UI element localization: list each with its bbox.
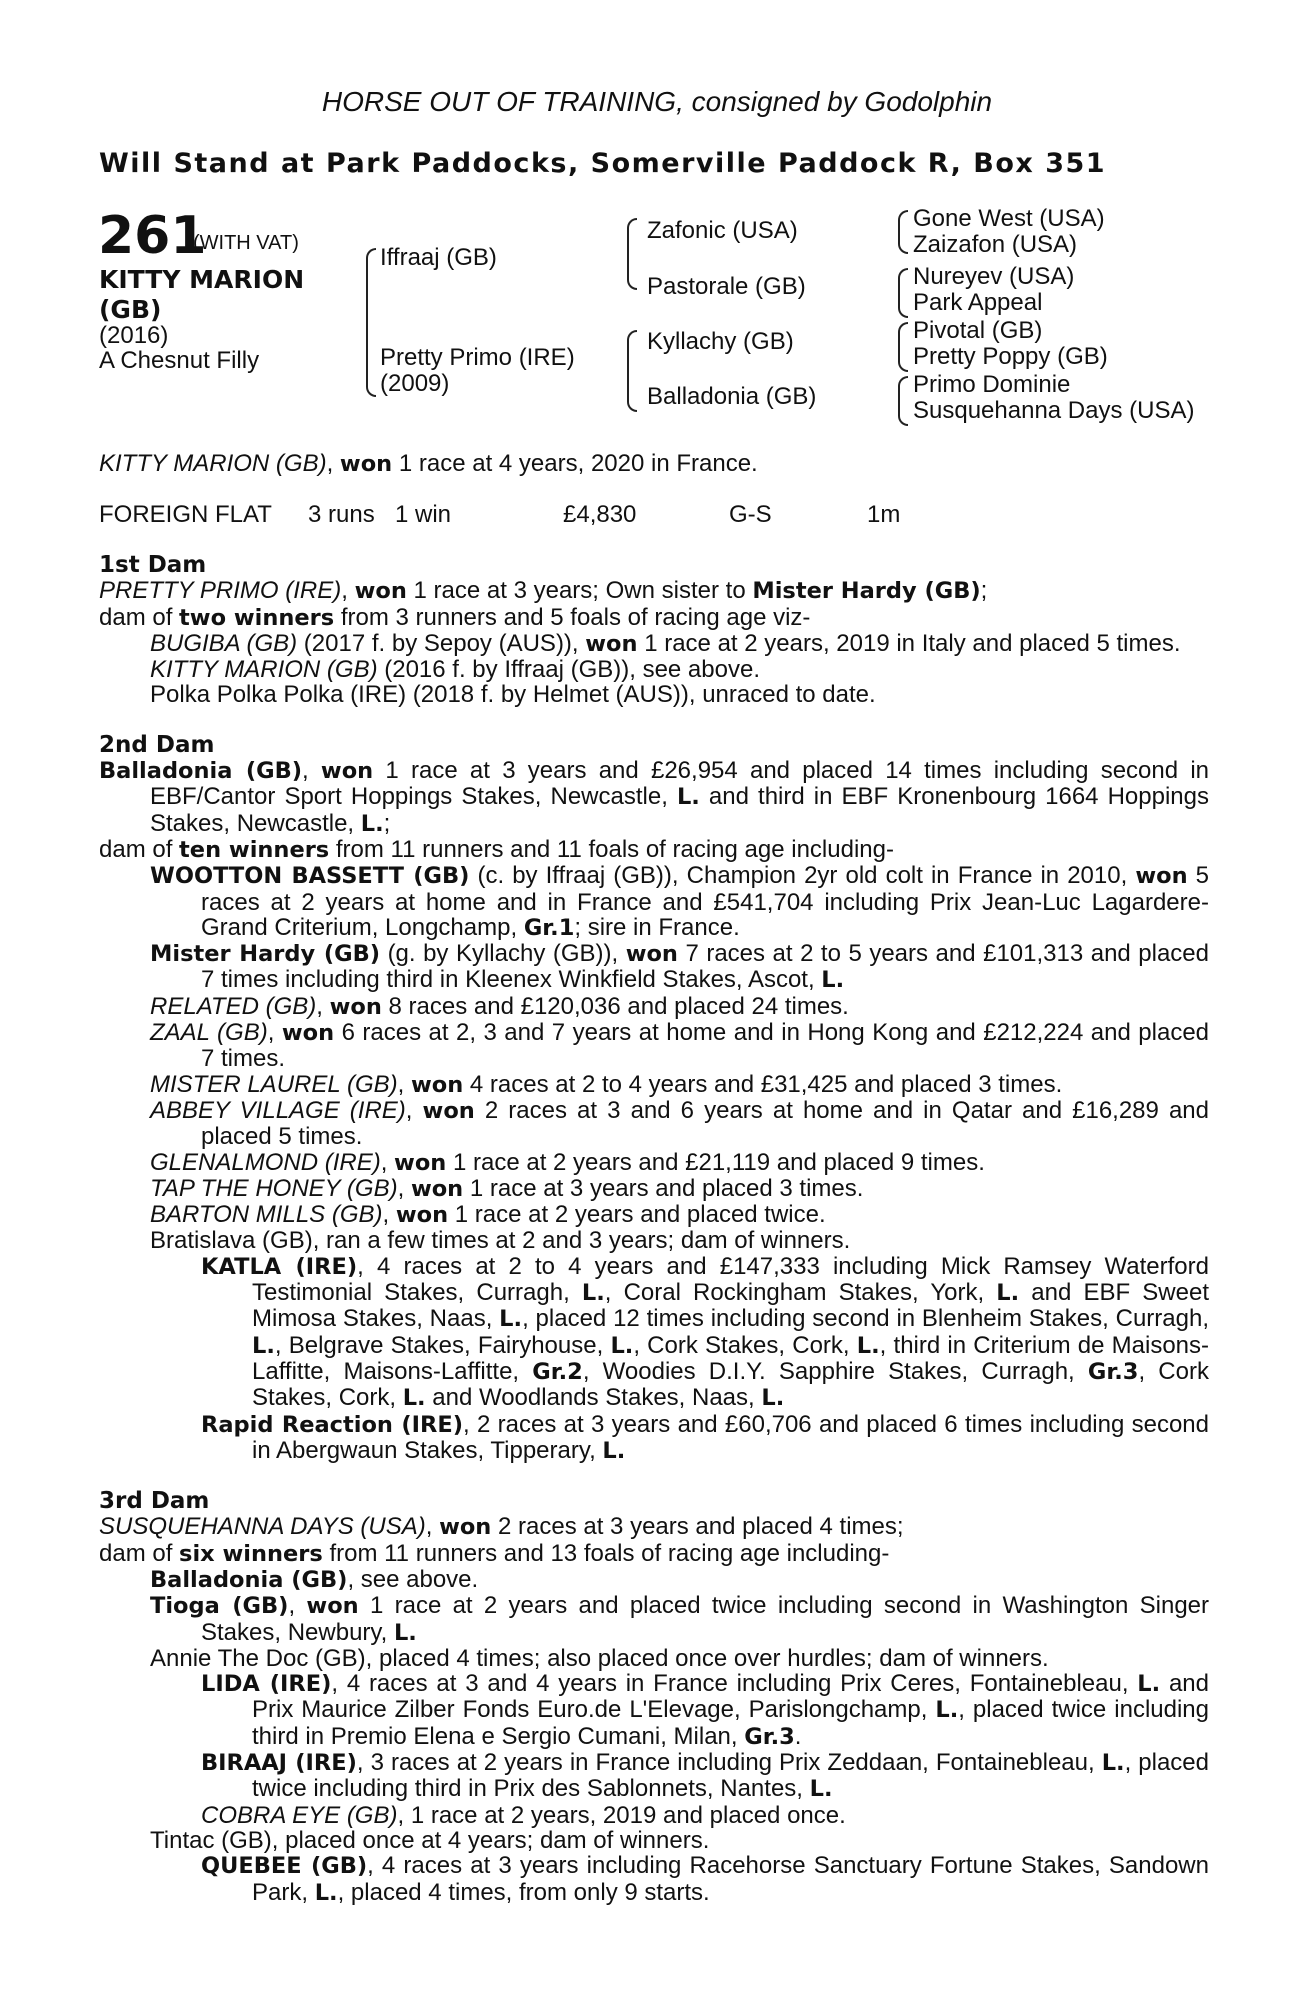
stand-location: Will Stand at Park Paddocks, Somerville Paddock R, Box 351 bbox=[99, 148, 1107, 179]
pedigree-g5: Pivotal (GB) bbox=[913, 317, 1043, 344]
third-dam-line: BIRAAJ (IRE), 3 races at 2 years in France including Prix Zeddaan, Fontainebleau, L., placed twice including third in Prix des Sablonnets, Nantes, L. bbox=[201, 1749, 1210, 1803]
first-dam-line: Polka Polka Polka (IRE) (2018 f. by Helmet (AUS)), unraced to date. bbox=[150, 681, 876, 709]
pedigree-g7: Primo Dominie bbox=[913, 371, 1071, 398]
produce-record bbox=[99, 553, 1209, 1906]
second-dam-line: RELATED (GB), won 8 races and £120,036 and placed 24 times. bbox=[150, 992, 849, 1020]
pedigree-g8: Susquehanna Days (USA) bbox=[913, 397, 1195, 424]
third-dam-line: SUSQUEHANNA DAYS (USA), won 2 races at 3 years and placed 4 times; bbox=[99, 1513, 904, 1541]
second-dam-line: dam of ten winners from 11 runners and 11 foals of racing age including- bbox=[99, 835, 894, 863]
third-dam-line: Balladonia (GB), see above. bbox=[150, 1565, 479, 1593]
second-dam-line: Balladonia (GB), won 1 race at 3 years and £26,954 and placed 14 times including second in EBF/Cantor Sport Hoppings Stakes, Newcastle, L. and third in EBF Kronenbourg 1664 Hoppings Stakes, Newcastle, L.; bbox=[99, 757, 1209, 837]
second-dam-line: BARTON MILLS (GB), won 1 race at 2 years and placed twice. bbox=[150, 1201, 826, 1229]
page-title: HORSE OUT OF TRAINING, consigned by Godolphin bbox=[321, 86, 993, 117]
third-dam-line: QUEBEE (GB), 4 races at 3 years including Racehorse Sanctuary Fortune Stakes, Sandown Park, L., placed 4 times, from only 9 starts. bbox=[201, 1852, 1209, 1906]
horse-name: KITTY MARION (GB) bbox=[99, 265, 305, 324]
third-dam-line: COBRA EYE (GB), 1 race at 2 years, 2019 and placed once. bbox=[201, 1801, 846, 1829]
third-dam-line: Tioga (GB), won 1 race at 2 years and placed twice including second in Washington Singer Stakes, Newbury, L. bbox=[150, 1592, 1210, 1646]
foaling-year: (2016) bbox=[99, 322, 169, 349]
dam-parents-brace bbox=[627, 330, 637, 412]
pedigree-g2: Zaizafon (USA) bbox=[913, 231, 1078, 258]
pedigree-sire-sire: Zafonic (USA) bbox=[647, 217, 798, 244]
g-brace-4 bbox=[898, 376, 908, 426]
pedigree-dam: Pretty Primo (IRE) bbox=[380, 344, 575, 371]
second-dam-line: MISTER LAUREL (GB), won 4 races at 2 to 4 years and £31,425 and placed 3 times. bbox=[150, 1070, 1063, 1098]
second-dam-line: ABBEY VILLAGE (IRE), won 2 races at 3 and 6 years at home and in Qatar and £16,289 and placed 5 times. bbox=[150, 1096, 1209, 1151]
pedigree-dam-sire: Kyllachy (GB) bbox=[647, 328, 794, 355]
record-going: G-S bbox=[729, 501, 772, 528]
pedigree-sire-dam: Pastorale (GB) bbox=[647, 273, 806, 300]
third-dam-line: Annie The Doc (GB), placed 4 times; also placed once over hurdles; dam of winners. bbox=[150, 1644, 1049, 1672]
pedigree-dam-year: (2009) bbox=[380, 370, 450, 397]
record-type: FOREIGN FLAT bbox=[99, 501, 272, 528]
first-dam-line: BUGIBA (GB) (2017 f. by Sepoy (AUS)), won 1 race at 2 years, 2019 in Italy and placed 5 times. bbox=[150, 629, 1181, 657]
g-brace-2 bbox=[898, 268, 908, 318]
record-runs: 3 runs bbox=[308, 501, 375, 528]
second-dam-line: WOOTTON BASSETT (GB) (c. by Iffraaj (GB)), Champion 2yr old colt in France in 2010, won 5 races at 2 years at home and in France and £541,704 including Prix Jean-Luc Lagardere-Grand Criterium, Longchamp, Gr.1; sire in France. bbox=[150, 862, 1209, 941]
vat-note: (WITH VAT) bbox=[193, 232, 299, 254]
record-wins: 1 win bbox=[395, 501, 452, 528]
g-brace-3 bbox=[898, 322, 908, 372]
lot-number: 261 bbox=[98, 206, 207, 266]
second-dam-line: TAP THE HONEY (GB), won 1 race at 3 years and placed 3 times. bbox=[150, 1174, 864, 1202]
summary-horse-name: KITTY MARION (GB) bbox=[99, 450, 327, 477]
second-dam-line: KATLA (IRE), 4 races at 2 to 4 years and £147,333 including Mick Ramsey Waterford Testimonial Stakes, Curragh, L., Coral Rockingham Stakes, York, L. and EBF Sweet Mimosa Stakes, Naas, L., placed 12 times including second in Blenheim Stakes, Curragh, L., Belgrave Stakes, Fairyhouse, L., Cork Stakes, Cork, L., third in Criterium de Maisons-Laffitte, Maisons-Laffitte, Gr.2, Woodies D.I.Y. Sapphire Stakes, Curragh, Gr.3, Cork Stakes, Cork, L. and Woodlands Stakes, Naas, L. bbox=[201, 1252, 1210, 1412]
second-dam-line: ZAAL (GB), won 6 races at 2, 3 and 7 years at home and in Hong Kong and £212,224 and placed 7 times. bbox=[150, 1019, 1210, 1073]
pedigree-g6: Pretty Poppy (GB) bbox=[913, 343, 1108, 370]
second-dam-line: Mister Hardy (GB) (g. by Kyllachy (GB)), won 7 races at 2 to 5 years and £101,313 and placed 7 times including third in Kleenex Winkfield Stakes, Ascot, L. bbox=[150, 940, 1209, 994]
second-dam-line: GLENALMOND (IRE), won 1 race at 2 years and £21,119 and placed 9 times. bbox=[150, 1148, 985, 1176]
record-earnings: £4,830 bbox=[563, 501, 637, 528]
second-dam-heading: 2nd Dam bbox=[99, 731, 215, 758]
pedigree-g3: Nureyev (USA) bbox=[913, 263, 1075, 290]
race-summary: KITTY MARION (GB), won 1 race at 4 years, 2020 in France. bbox=[99, 450, 758, 477]
sire-dam-brace bbox=[366, 248, 376, 397]
pedigree-sire: Iffraaj (GB) bbox=[380, 244, 497, 271]
first-dam-line: dam of two winners from 3 runners and 5 foals of racing age viz- bbox=[99, 603, 811, 631]
pedigree-g4: Park Appeal bbox=[913, 289, 1043, 316]
horse-info bbox=[99, 323, 259, 373]
second-dam-line: Bratislava (GB), ran a few times at 2 and 3 years; dam of winners. bbox=[150, 1227, 851, 1255]
pedigree-dam-dam: Balladonia (GB) bbox=[647, 383, 817, 410]
pedigree-g1: Gone West (USA) bbox=[913, 205, 1105, 232]
record-distance: 1m bbox=[867, 501, 901, 528]
first-dam-line: PRETTY PRIMO (IRE), won 1 race at 3 years; Own sister to Mister Hardy (GB); bbox=[99, 577, 988, 605]
sire-parents-brace bbox=[627, 218, 637, 290]
second-dam-line: Rapid Reaction (IRE), 2 races at 3 years and £60,706 and placed 6 times including second in Abergwaun Stakes, Tipperary, L. bbox=[201, 1410, 1209, 1464]
summary-won: won bbox=[339, 451, 393, 477]
third-dam-line: LIDA (IRE), 4 races at 3 and 4 years in France including Prix Ceres, Fontainebleau, L. and Prix Maurice Zilber Fonds Euro.de L'Elevage, Parislongchamp, L., placed twice including third in Premio Elena e Sergio Cumani, Milan, Gr.3. bbox=[201, 1670, 1209, 1750]
horse-description: A Chesnut Filly bbox=[99, 347, 260, 374]
g-brace-1 bbox=[898, 210, 908, 254]
first-dam-line: KITTY MARION (GB) (2016 f. by Iffraaj (GB)), see above. bbox=[150, 656, 760, 684]
summary-rest: 1 race at 4 years, 2020 in France. bbox=[398, 450, 758, 477]
third-dam-heading: 3rd Dam bbox=[99, 1488, 210, 1515]
third-dam-line: dam of six winners from 11 runners and 13 foals of racing age including- bbox=[99, 1539, 890, 1567]
third-dam-line: Tintac (GB), placed once at 4 years; dam of winners. bbox=[150, 1826, 710, 1854]
first-dam-heading: 1st Dam bbox=[99, 552, 207, 578]
